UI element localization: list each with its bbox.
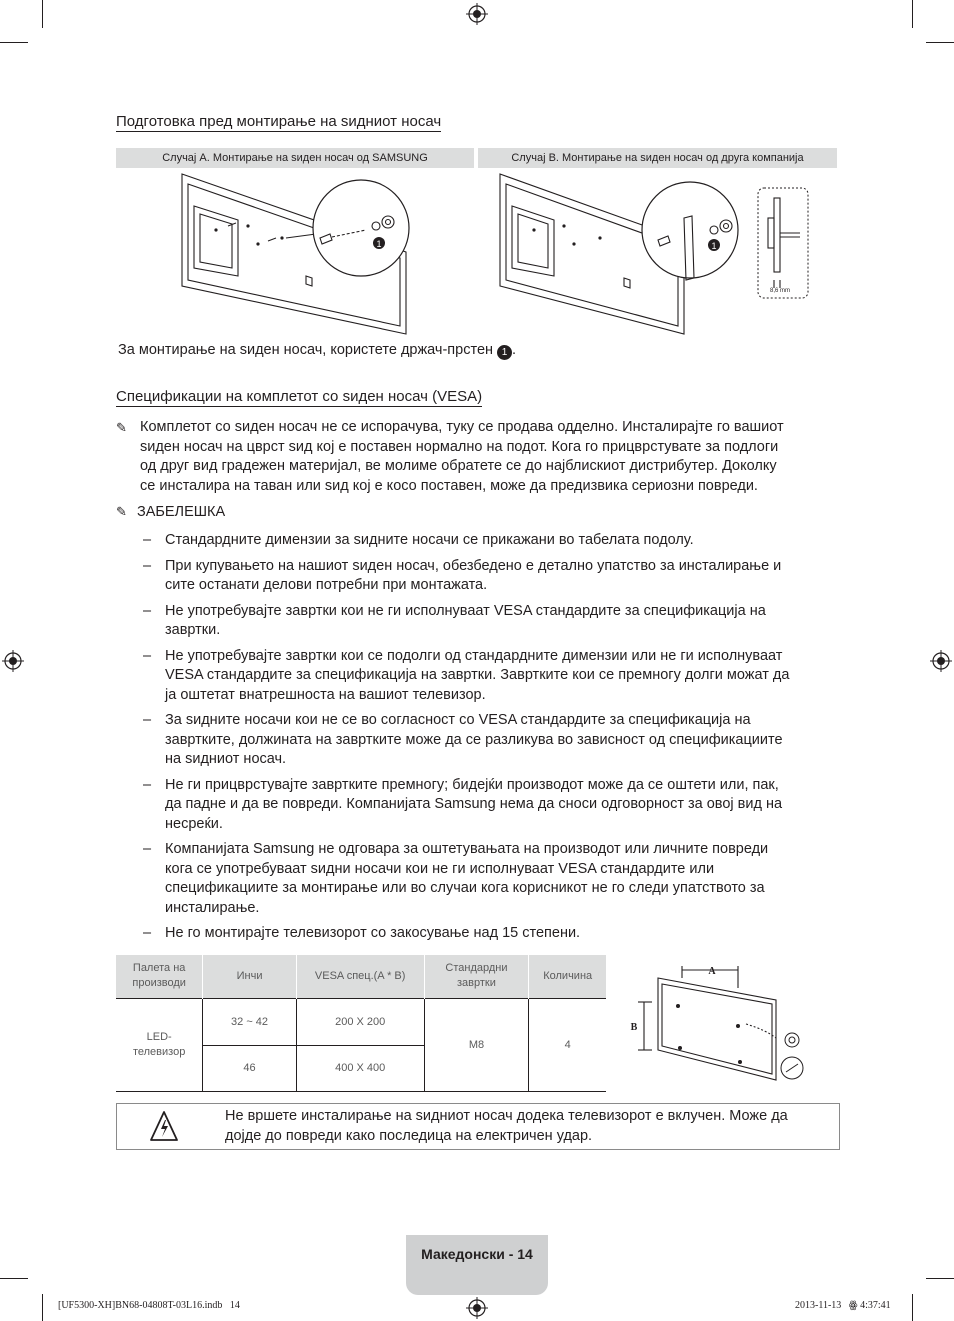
tv-back-diagram <box>626 958 826 1093</box>
registration-mark-icon <box>930 650 952 672</box>
column-header: Инчи <box>203 955 296 998</box>
column-header: Количина <box>543 970 593 983</box>
column-header: Палета на производи <box>116 955 203 998</box>
list-item: – Стандардните димензии за sидните носачи се прикажани во табелата подолу. <box>143 532 694 548</box>
crop-mark <box>926 1278 954 1279</box>
list-item: – Не употребувајте завртки кои не ги исполнуваат VESA стандардите за спецификација на завртки. <box>143 602 766 638</box>
ring-note: За монтирање на sиден носач, користете држач-прстен 1 . <box>118 342 517 358</box>
section-title-preparation: Подготовка пред монтирање на sидниот носач <box>116 113 442 130</box>
column-header: VESA спец.(A * B) <box>296 955 424 998</box>
case-a-header: Случај А. Монтирање на sиден носач од SAMSUNG <box>116 148 474 168</box>
list-item: – При купувањето на нашиот sиден носач, обезбедено е детално упатство за инсталирање и сите останати делови потребни при монтажата. <box>143 557 782 593</box>
crop-mark <box>0 42 28 43</box>
section-title-vesa: Спецификации на комплетот со sиден носач (VESA) <box>116 388 483 405</box>
dimension-b-label: B <box>630 1022 638 1033</box>
electric-shock-warning <box>116 1103 840 1150</box>
table-row <box>116 998 606 1045</box>
case-b-header: Случај B. Монтирање на sиден носач од друга компанија <box>478 148 837 168</box>
crop-mark <box>926 42 954 43</box>
pencil-note-icon: ✎ <box>116 504 127 519</box>
file-info: [UF5300-XH]BN68-04808T-03L16.indb 14 <box>58 1300 240 1311</box>
table-header-row <box>116 955 606 998</box>
list-item: – Не ги прицврстувајте завртките премногу; бидејќи производот може да се оштети или, пак, да падне и да ве повреди. Компанијата Samsung нема да сноси одговорност за овој вид на несреќи. <box>143 776 783 832</box>
warning-text: Не вршете инсталирање на sидниот носач додека телевизорот е вклучен. Може да дојде до повреди како последица на електричен удар. <box>225 1108 788 1144</box>
page-number-tab <box>406 1235 548 1295</box>
dimension-label: 8,6 mm <box>769 288 791 294</box>
table-cell: 400 X 400 <box>296 1045 424 1091</box>
list-item: – Не употребувајте завртки кои се подолги од стандардните димензии или не ги исполнуваат VESA стандардите за спецификација на завртки. Завртките кои се премногу долги можат да ја оштетат внатрешноста на вашиот телевизор. <box>143 647 790 703</box>
table-cell: 32 ~ 42 <box>203 998 296 1045</box>
list-item: – Не го монтирајте телевизорот со закосување над 15 степени. <box>143 925 581 941</box>
registration-mark-icon <box>466 1297 488 1319</box>
callout-marker: 1 <box>711 241 717 251</box>
electric-shock-warning-icon <box>149 1110 179 1142</box>
table-cell: 46 <box>203 1045 296 1091</box>
crop-mark <box>912 1294 913 1321</box>
case-a-illustration <box>116 168 476 338</box>
pencil-note-icon: ✎ <box>116 420 127 435</box>
table-cell: LED- телевизор <box>116 998 203 1091</box>
date-info: 2013-11-13 ꙮ 4:37:41 <box>795 1300 891 1311</box>
list-item: – За sидните носачи кои не се во согласност со VESA стандардите за спецификација на завртките, должината на завртките може да се разликува во зависност од спецификациите на sидниот носач. <box>143 712 783 767</box>
dimension-a-label: A <box>708 966 716 977</box>
note-heading: ✎ ЗАБЕЛЕШКА <box>116 504 226 520</box>
crop-mark <box>42 0 43 28</box>
table-cell: 200 X 200 <box>296 998 424 1045</box>
crop-mark <box>42 1294 43 1321</box>
note-paragraph: ✎ Комплетот со sиден носач не се испорачува, туку се продава одделно. Инсталирајте го вашиот sиден носач на цврст sид кој е поставен нормално на подот. Кога го прицврстувате за подлоги од друг вид градежен материјал, ве молиме обратете се до најблискиот дистрибутер. Доколку се инсталира на таван или sид кој е косо поставен, може да предизвика сериозни повреди. <box>116 419 784 494</box>
crop-mark <box>912 0 913 28</box>
column-header: Стандардни завртки <box>424 955 529 998</box>
table-cell: M8 <box>424 998 529 1091</box>
registration-mark-icon <box>466 3 488 25</box>
crop-mark <box>0 1278 28 1279</box>
bullet-list <box>143 531 843 950</box>
vesa-spec-table <box>116 955 606 1092</box>
registration-mark-icon <box>2 650 24 672</box>
table-cell: 4 <box>529 998 606 1091</box>
callout-marker: 1 <box>497 345 512 360</box>
callout-marker: 1 <box>376 239 382 249</box>
list-item: – Компанијата Samsung не одговара за оштетувањата на производот или личните повреди кога се употребуваат sидни носачи кои не ги исполнуваат VESA стандардите или спецификациите за монтирање или во случаи кога корисникот не го следи упатството за инсталирање. <box>143 841 769 916</box>
case-b-illustration <box>478 168 838 338</box>
page-label: Македонски - 14 <box>421 1246 533 1262</box>
